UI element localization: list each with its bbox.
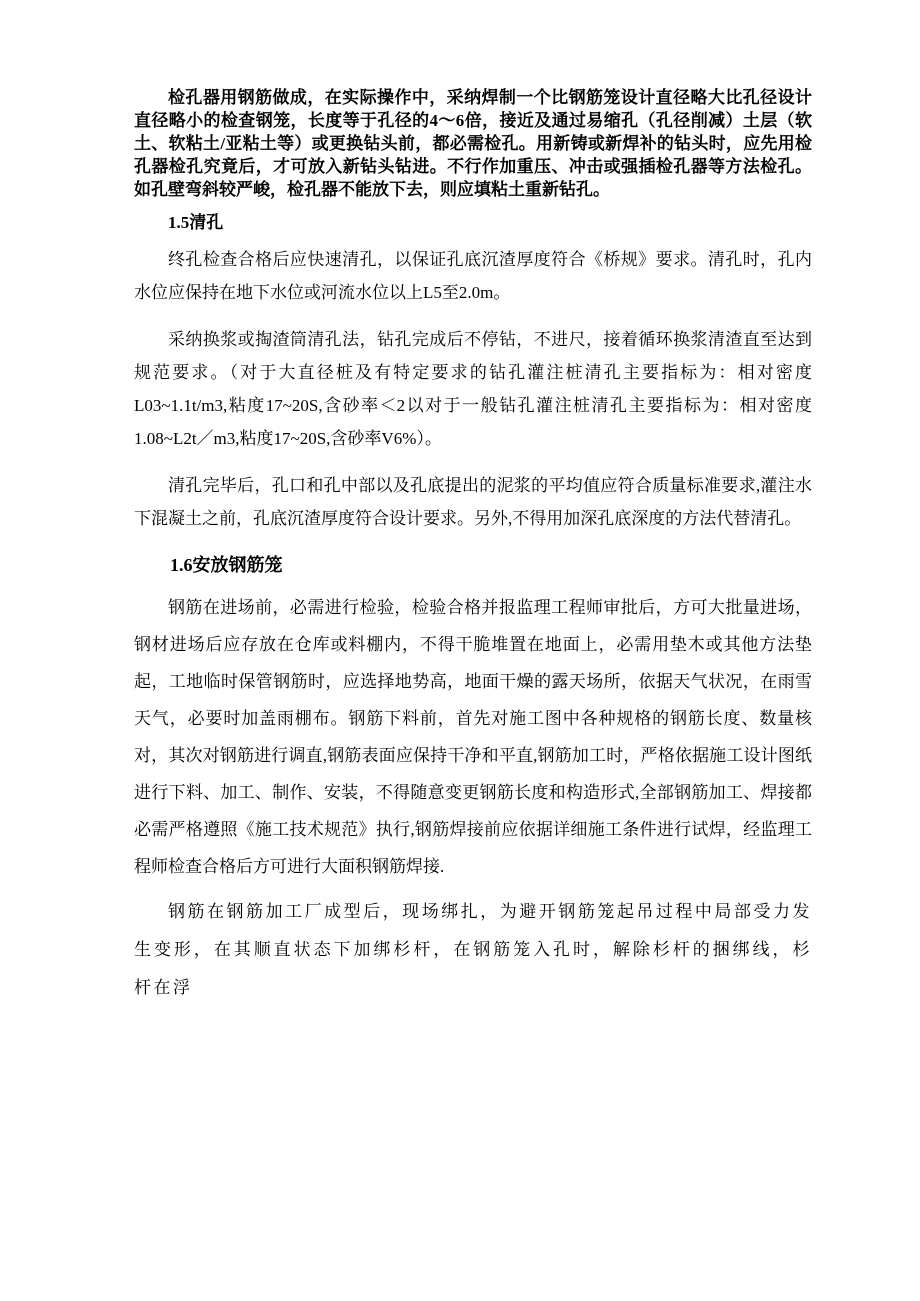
paragraph-rebar-cage-1: 钢筋在进场前，必需进行检验，检验合格并报监理工程师审批后，方可大批量进场，钢材进场后应存放在仓库或料棚内，不得干脆堆置在地面上，必需用垫木或其他方法垫起，工地临时保管钢筋时，应选择地势高，地面干燥的露天场所，依据天气状况，在雨雪天气，必要时加盖雨棚布。钢筋下料前，首先对施工图中各种规格的钢筋长度、数量核对，其次对钢筋进行调直,钢筋表面应保持干净和平直,钢筋加工时，严格依据施工设计图纸进行下料、加工、制作、安装，不得随意变更钢筋长度和构造形式,全部钢筋加工、焊接都必需严格遵照《施工技术规范》执行,钢筋焊接前应依据详细施工条件进行试焊，经监理工程师检查合格后方可进行大面积钢筋焊接. (134, 598, 812, 876)
heading-1-5-hole-cleaning: 1.5清孔 (168, 213, 224, 232)
paragraph-hole-cleaning-3: 清孔完毕后，孔口和孔中部以及孔底提出的泥浆的平均值应符合质量标准要求,灌注水下混凝土之前，孔底沉渣厚度符合设计要求。另外,不得用加深孔底深度的方法代替清孔。 (134, 476, 812, 528)
paragraph-hole-cleaning-1: 终孔检查合格后应快速清孔，以保证孔底沉渣厚度符合《桥规》要求。清孔时，孔内水位应保持在地下水位或河流水位以上L5至2.0m。 (134, 250, 812, 302)
heading-1-6-rebar-cage: 1.6安放钢筋笼 (170, 555, 283, 575)
paragraph-rebar-cage-2: 钢筋在钢筋加工厂成型后，现场绑扎，为避开钢筋笼起吊过程中局部受力发生变形，在其顺直状态下加绑杉杆，在钢筋笼入孔时，解除杉杆的捆绑线，杉杆在浮 (134, 902, 812, 997)
document-content (134, 86, 812, 1007)
paragraph-hole-check-tool: 检孔器用钢筋做成，在实际操作中，采纳焊制一个比钢筋笼设计直径略大比孔径设计直径略小的检查钢笼，长度等于孔径的4～6倍，接近及通过易缩孔（孔径削减）土层（软土、软粘土/亚粘土等）或更换钻头前，都必需检孔。用新铸或新焊补的钻头时，应先用检孔器检孔究竟后，才可放入新钻头钻进。不行作加重压、冲击或强插检孔器等方法检孔。如孔壁弯斜较严峻，检孔器不能放下去，则应填粘土重新钻孔。 (134, 88, 812, 199)
paragraph-hole-cleaning-2: 采纳换浆或掏渣筒清孔法，钻孔完成后不停钻，不进尺，接着循环换浆清渣直至达到规范要求。（对于大直径桩及有特定要求的钻孔灌注桩清孔主要指标为：相对密度L03~1.1t/m3,粘度17~20S,含砂率＜2以对于一般钻孔灌注桩清孔主要指标为：相对密度1.08~L2t／m3,粘度17~20S,含砂率V6%）。 (134, 330, 812, 448)
